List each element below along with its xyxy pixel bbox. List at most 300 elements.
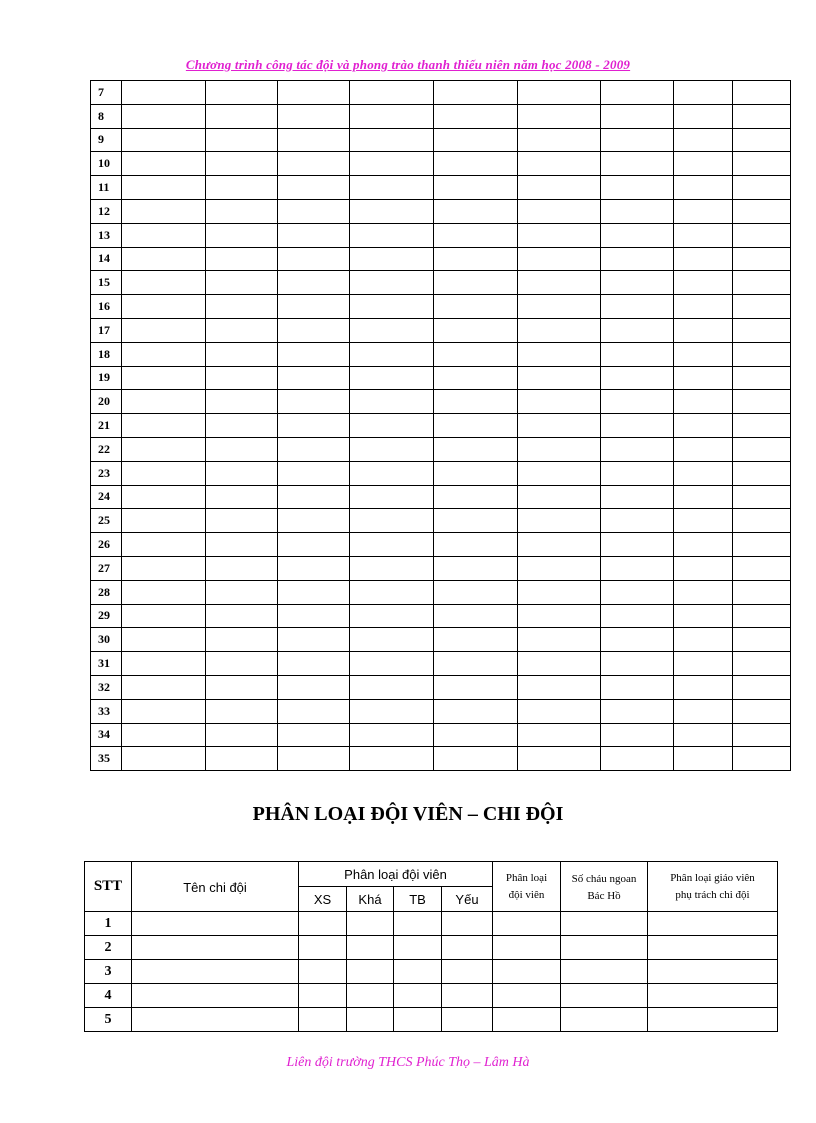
table-cell — [674, 509, 733, 533]
table-cell — [434, 675, 518, 699]
table-cell — [132, 984, 299, 1008]
table-cell — [648, 984, 778, 1008]
table-cell — [350, 176, 434, 200]
table-cell — [733, 485, 791, 509]
table-cell — [601, 675, 674, 699]
table-cell — [278, 580, 350, 604]
table-row — [91, 152, 791, 176]
table-cell — [674, 81, 733, 105]
table-cell — [518, 271, 601, 295]
table-cell — [518, 747, 601, 771]
row-number: 25 — [91, 509, 122, 533]
table-cell — [601, 81, 674, 105]
row-number: 19 — [91, 366, 122, 390]
table-row — [91, 580, 791, 604]
table-cell — [674, 128, 733, 152]
table-cell — [518, 152, 601, 176]
table-cell — [206, 318, 278, 342]
row-number: 18 — [91, 342, 122, 366]
col-tb: TB — [394, 887, 442, 912]
table-cell — [733, 699, 791, 723]
table-row — [91, 318, 791, 342]
table-cell — [299, 960, 347, 984]
table-cell — [518, 652, 601, 676]
table-cell — [206, 437, 278, 461]
table-cell — [122, 485, 206, 509]
table-cell — [122, 199, 206, 223]
table-cell — [347, 960, 394, 984]
table-cell — [518, 509, 601, 533]
table-cell — [518, 485, 601, 509]
table-cell — [493, 984, 561, 1008]
table-cell — [733, 176, 791, 200]
table-cell — [733, 604, 791, 628]
table-cell — [206, 485, 278, 509]
table-cell — [434, 318, 518, 342]
table-cell — [434, 485, 518, 509]
table-cell — [350, 295, 434, 319]
table-cell — [442, 912, 493, 936]
table-cell — [122, 675, 206, 699]
row-number: 11 — [91, 176, 122, 200]
row-number: 32 — [91, 675, 122, 699]
col-gv-line2: phụ trách chi đội — [675, 888, 750, 901]
table-cell — [278, 152, 350, 176]
row-number: 33 — [91, 699, 122, 723]
table-cell — [350, 461, 434, 485]
col-kha: Khá — [347, 887, 394, 912]
table-cell — [674, 747, 733, 771]
table-cell — [674, 390, 733, 414]
table-cell — [278, 318, 350, 342]
table-cell — [733, 128, 791, 152]
table-cell — [122, 747, 206, 771]
row-number: 12 — [91, 199, 122, 223]
table-cell — [518, 342, 601, 366]
col-stt: STT — [85, 862, 132, 912]
table-cell — [206, 699, 278, 723]
table-cell — [278, 628, 350, 652]
table-cell — [122, 342, 206, 366]
table-cell — [442, 984, 493, 1008]
table-cell — [674, 104, 733, 128]
row-number: 22 — [91, 437, 122, 461]
col-so-chau-ngoan — [561, 862, 648, 912]
table-cell — [122, 176, 206, 200]
table-cell — [350, 81, 434, 105]
row-number: 15 — [91, 271, 122, 295]
table-cell — [674, 628, 733, 652]
table-row — [91, 461, 791, 485]
table-cell — [350, 485, 434, 509]
table-cell — [518, 437, 601, 461]
table-cell — [434, 437, 518, 461]
table-cell — [518, 628, 601, 652]
table-cell — [206, 556, 278, 580]
table-cell — [674, 580, 733, 604]
table-cell — [518, 533, 601, 557]
col-phan-loai-doi-vien — [493, 862, 561, 912]
table-cell — [278, 366, 350, 390]
row-number: 2 — [85, 936, 132, 960]
table-cell — [601, 747, 674, 771]
table-row — [85, 912, 778, 936]
col-so-chau-line2: Bác Hồ — [587, 890, 621, 902]
table-cell — [122, 580, 206, 604]
table-cell — [518, 366, 601, 390]
table-cell — [601, 509, 674, 533]
table-cell — [434, 580, 518, 604]
table-cell — [206, 723, 278, 747]
table-cell — [493, 912, 561, 936]
table-cell — [434, 652, 518, 676]
table-cell — [674, 247, 733, 271]
table-row — [91, 81, 791, 105]
table-cell — [434, 104, 518, 128]
row-number: 23 — [91, 461, 122, 485]
table-cell — [561, 912, 648, 936]
table-cell — [278, 176, 350, 200]
table-cell — [122, 128, 206, 152]
table-cell — [601, 247, 674, 271]
table-cell — [278, 509, 350, 533]
table-cell — [206, 414, 278, 438]
table-cell — [206, 652, 278, 676]
table-cell — [206, 747, 278, 771]
table-cell — [601, 652, 674, 676]
table-row — [91, 628, 791, 652]
table-cell — [674, 223, 733, 247]
table-row — [91, 223, 791, 247]
table-cell — [350, 104, 434, 128]
table-cell — [394, 912, 442, 936]
table-cell — [122, 223, 206, 247]
table-cell — [493, 960, 561, 984]
table-cell — [122, 390, 206, 414]
table-cell — [674, 295, 733, 319]
table-cell — [601, 318, 674, 342]
table-cell — [350, 747, 434, 771]
row-number: 31 — [91, 652, 122, 676]
table-cell — [206, 390, 278, 414]
table-cell — [206, 295, 278, 319]
table-cell — [350, 366, 434, 390]
table-cell — [648, 1008, 778, 1032]
table-cell — [122, 509, 206, 533]
table-cell — [434, 509, 518, 533]
table-cell — [601, 223, 674, 247]
table-cell — [122, 295, 206, 319]
row-number: 30 — [91, 628, 122, 652]
table-cell — [518, 176, 601, 200]
table-cell — [394, 1008, 442, 1032]
table-cell — [122, 652, 206, 676]
table-cell — [434, 628, 518, 652]
table-cell — [206, 104, 278, 128]
table-cell — [518, 675, 601, 699]
table-cell — [733, 509, 791, 533]
table-cell — [350, 318, 434, 342]
table-cell — [434, 723, 518, 747]
table-cell — [733, 295, 791, 319]
table-cell — [733, 747, 791, 771]
table-cell — [601, 128, 674, 152]
row-number: 14 — [91, 247, 122, 271]
table-row — [91, 723, 791, 747]
table-cell — [434, 556, 518, 580]
table-cell — [350, 604, 434, 628]
table-cell — [733, 104, 791, 128]
table-cell — [442, 936, 493, 960]
table-cell — [350, 437, 434, 461]
table-cell — [733, 628, 791, 652]
row-number: 21 — [91, 414, 122, 438]
table-cell — [518, 81, 601, 105]
table-cell — [518, 199, 601, 223]
table-cell — [347, 984, 394, 1008]
table-cell — [601, 271, 674, 295]
table-cell — [518, 223, 601, 247]
table-cell — [601, 366, 674, 390]
row-number: 17 — [91, 318, 122, 342]
table-cell — [733, 342, 791, 366]
table-cell — [278, 461, 350, 485]
table-cell — [299, 1008, 347, 1032]
table-cell — [350, 628, 434, 652]
table-cell — [278, 747, 350, 771]
table-cell — [434, 390, 518, 414]
row-number: 4 — [85, 984, 132, 1008]
table-cell — [518, 580, 601, 604]
table-cell — [601, 699, 674, 723]
col-gv-line1: Phân loại giáo viên — [670, 871, 755, 884]
table-cell — [122, 628, 206, 652]
table-cell — [601, 152, 674, 176]
table-cell — [518, 104, 601, 128]
table-cell — [518, 723, 601, 747]
table-cell — [518, 414, 601, 438]
table-cell — [350, 556, 434, 580]
classification-header-row — [85, 862, 778, 887]
table-cell — [434, 176, 518, 200]
table-cell — [350, 342, 434, 366]
table-cell — [733, 318, 791, 342]
table-cell — [434, 366, 518, 390]
table-cell — [733, 580, 791, 604]
row-number: 29 — [91, 604, 122, 628]
table-cell — [278, 485, 350, 509]
table-cell — [518, 318, 601, 342]
table-cell — [350, 414, 434, 438]
row-number: 8 — [91, 104, 122, 128]
table-cell — [394, 936, 442, 960]
table-cell — [206, 604, 278, 628]
table-cell — [674, 414, 733, 438]
table-cell — [206, 223, 278, 247]
table-cell — [518, 604, 601, 628]
table-cell — [733, 414, 791, 438]
table-cell — [601, 437, 674, 461]
table-cell — [434, 461, 518, 485]
table-cell — [278, 199, 350, 223]
row-number: 35 — [91, 747, 122, 771]
table-row — [91, 247, 791, 271]
section-title: PHÂN LOẠI ĐỘI VIÊN – CHI ĐỘI — [252, 803, 564, 825]
table-cell — [733, 152, 791, 176]
table-cell — [601, 461, 674, 485]
table-cell — [206, 342, 278, 366]
table-cell — [350, 390, 434, 414]
table-cell — [434, 223, 518, 247]
table-cell — [132, 960, 299, 984]
table-cell — [733, 556, 791, 580]
table-cell — [493, 936, 561, 960]
table-cell — [350, 247, 434, 271]
table-cell — [518, 556, 601, 580]
table-cell — [434, 81, 518, 105]
table-cell — [278, 128, 350, 152]
table-cell — [350, 699, 434, 723]
table-cell — [493, 1008, 561, 1032]
table-cell — [733, 675, 791, 699]
table-cell — [601, 342, 674, 366]
student-list-table — [90, 80, 791, 771]
table-cell — [278, 437, 350, 461]
table-row — [91, 390, 791, 414]
row-number: 24 — [91, 485, 122, 509]
col-so-chau-line1: Số cháu ngoan — [571, 873, 637, 885]
table-cell — [733, 652, 791, 676]
table-cell — [278, 414, 350, 438]
table-cell — [122, 533, 206, 557]
table-row — [91, 128, 791, 152]
table-cell — [278, 295, 350, 319]
table-cell — [442, 960, 493, 984]
table-cell — [518, 295, 601, 319]
table-cell — [674, 366, 733, 390]
table-row — [85, 1008, 778, 1032]
table-cell — [278, 247, 350, 271]
table-cell — [132, 1008, 299, 1032]
col-xs: XS — [299, 887, 347, 912]
classification-table — [84, 861, 778, 1032]
table-cell — [350, 199, 434, 223]
table-cell — [122, 271, 206, 295]
table-cell — [350, 128, 434, 152]
table-cell — [299, 984, 347, 1008]
table-row — [85, 960, 778, 984]
table-cell — [278, 652, 350, 676]
row-number: 16 — [91, 295, 122, 319]
table-cell — [350, 533, 434, 557]
table-cell — [434, 604, 518, 628]
table-cell — [442, 1008, 493, 1032]
table-cell — [518, 390, 601, 414]
table-row — [91, 604, 791, 628]
table-cell — [601, 628, 674, 652]
table-cell — [299, 936, 347, 960]
table-cell — [347, 912, 394, 936]
table-cell — [206, 366, 278, 390]
table-cell — [122, 437, 206, 461]
table-cell — [733, 723, 791, 747]
table-cell — [674, 152, 733, 176]
row-number: 3 — [85, 960, 132, 984]
table-cell — [601, 485, 674, 509]
table-cell — [674, 485, 733, 509]
table-cell — [674, 342, 733, 366]
table-cell — [278, 271, 350, 295]
table-row — [91, 699, 791, 723]
table-cell — [674, 533, 733, 557]
table-cell — [278, 533, 350, 557]
table-cell — [601, 723, 674, 747]
table-cell — [206, 199, 278, 223]
student-list-body — [91, 81, 791, 771]
table-row — [91, 176, 791, 200]
table-cell — [122, 604, 206, 628]
table-cell — [278, 81, 350, 105]
table-row — [91, 437, 791, 461]
table-cell — [434, 247, 518, 271]
row-number: 28 — [91, 580, 122, 604]
table-cell — [278, 699, 350, 723]
table-cell — [350, 223, 434, 247]
table-cell — [347, 1008, 394, 1032]
table-cell — [206, 271, 278, 295]
table-row — [91, 533, 791, 557]
row-number: 10 — [91, 152, 122, 176]
table-cell — [278, 604, 350, 628]
table-cell — [601, 176, 674, 200]
col-phan-loai-line1: Phân loại — [505, 871, 548, 884]
row-number: 13 — [91, 223, 122, 247]
table-row — [91, 199, 791, 223]
table-cell — [601, 390, 674, 414]
table-row — [91, 509, 791, 533]
table-cell — [733, 271, 791, 295]
table-cell — [206, 533, 278, 557]
table-cell — [122, 152, 206, 176]
table-cell — [434, 533, 518, 557]
table-cell — [122, 414, 206, 438]
table-cell — [434, 271, 518, 295]
table-cell — [674, 176, 733, 200]
table-cell — [434, 414, 518, 438]
table-cell — [278, 104, 350, 128]
table-cell — [206, 461, 278, 485]
table-row — [91, 485, 791, 509]
row-number: 9 — [91, 128, 122, 152]
table-cell — [674, 699, 733, 723]
table-cell — [674, 652, 733, 676]
table-cell — [674, 271, 733, 295]
table-cell — [132, 936, 299, 960]
table-cell — [122, 461, 206, 485]
table-cell — [733, 81, 791, 105]
table-cell — [561, 960, 648, 984]
table-cell — [394, 984, 442, 1008]
table-cell — [206, 580, 278, 604]
table-cell — [350, 580, 434, 604]
table-cell — [206, 675, 278, 699]
row-number: 26 — [91, 533, 122, 557]
table-cell — [648, 912, 778, 936]
table-cell — [350, 271, 434, 295]
table-cell — [206, 509, 278, 533]
table-cell — [733, 533, 791, 557]
table-row — [91, 342, 791, 366]
